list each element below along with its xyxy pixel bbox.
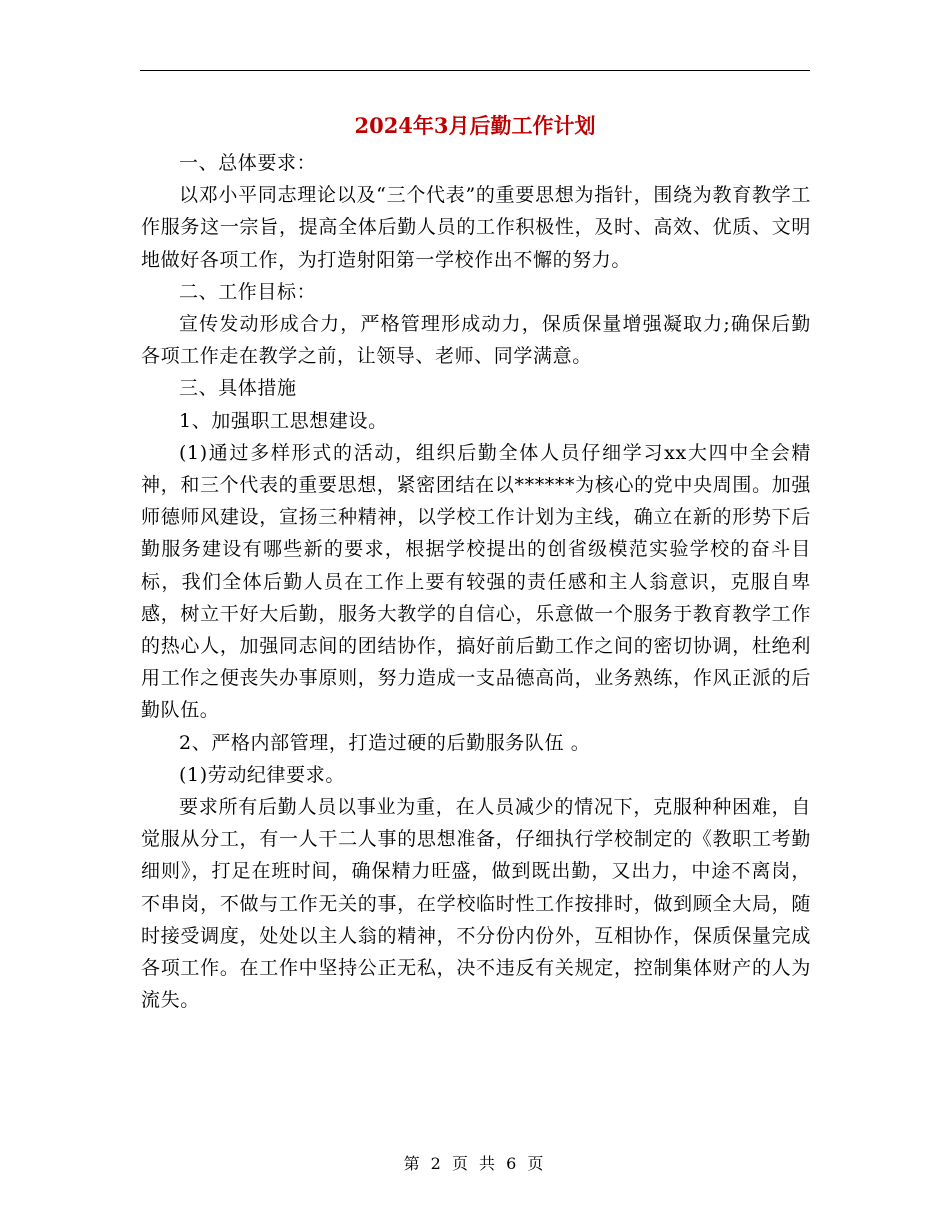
paragraph-thought-building: (1)通过多样形式的活动，组织后勤全体人员仔细学习xx大四中全会精神，和三个代表的重要思想，紧密团结在以******为核心的党中央周围。加强师德师风建设，宣扬三种精神，以学校工作计划为主线，确立在新的形势下后勤服务建设有哪些新的要求，根据学校提出的创省级模范实验学校的奋斗目标，我们全体后勤人员在工作上要有较强的责任感和主人翁意识，克服自卑感，树立干好大后勤，服务大教学的自信心，乐意做一个服务于教育教学工作的热心人，加强同志间的团结协作，搞好前后勤工作之间的密切协调，杜绝利用工作之便丧失办事原则，努力造成一支品德高尚，业务熟练，作风正派的后勤队伍。 [141,441,811,722]
subheading-internal-management: 2、严格内部管理，打造过硬的后勤服务队伍 。 [179,731,591,754]
subheading-thought-building: 1、加强职工思想建设。 [179,409,388,432]
section-heading-measures: 三、具体措施 [179,377,297,400]
paragraph-overall-requirements: 以邓小平同志理论以及“三个代表”的重要思想为指针，围绕为教育教学工作服务这一宗旨，提高全体后勤人员的工作积极性，及时、高效、优质、文明地做好各项工作，为打造射阳第一学校作出不懈的努力。 [141,184,811,271]
document-title: 2024年3月后勤工作计划 [354,113,596,138]
subheading-labor-discipline: (1)劳动纪律要求。 [179,763,345,786]
paragraph-labor-discipline: 要求所有后勤人员以事业为重，在人员减少的情况下，克服种种困难，自觉服从分工，有一人干二人事的思想准备，仔细执行学校制定的《教职工考勤细则》，打足在班时间，确保精力旺盛，做到既出勤，又出力，中途不离岗，不串岗，不做与工作无关的事，在学校临时性工作按排时，做到顾全大局，随时接受调度，处处以主人翁的精神，不分份内份外，互相协作，保质保量完成各项工作。在工作中坚持公正无私，决不违反有关规定，控制集体财产的人为流失。 [141,796,811,1012]
document-body [141,147,811,1016]
header-rule [140,70,810,71]
page-footer: 第 2 页 共 6 页 [403,1154,547,1173]
section-heading-overall: 一、总体要求： [179,152,317,174]
paragraph-goals: 宣传发动形成合力，严格管理形成动力，保质保量增强凝取力;确保后勤各项工作走在教学之前，让领导、老师、同学满意。 [141,313,811,368]
section-heading-goals: 二、工作目标： [179,280,317,303]
